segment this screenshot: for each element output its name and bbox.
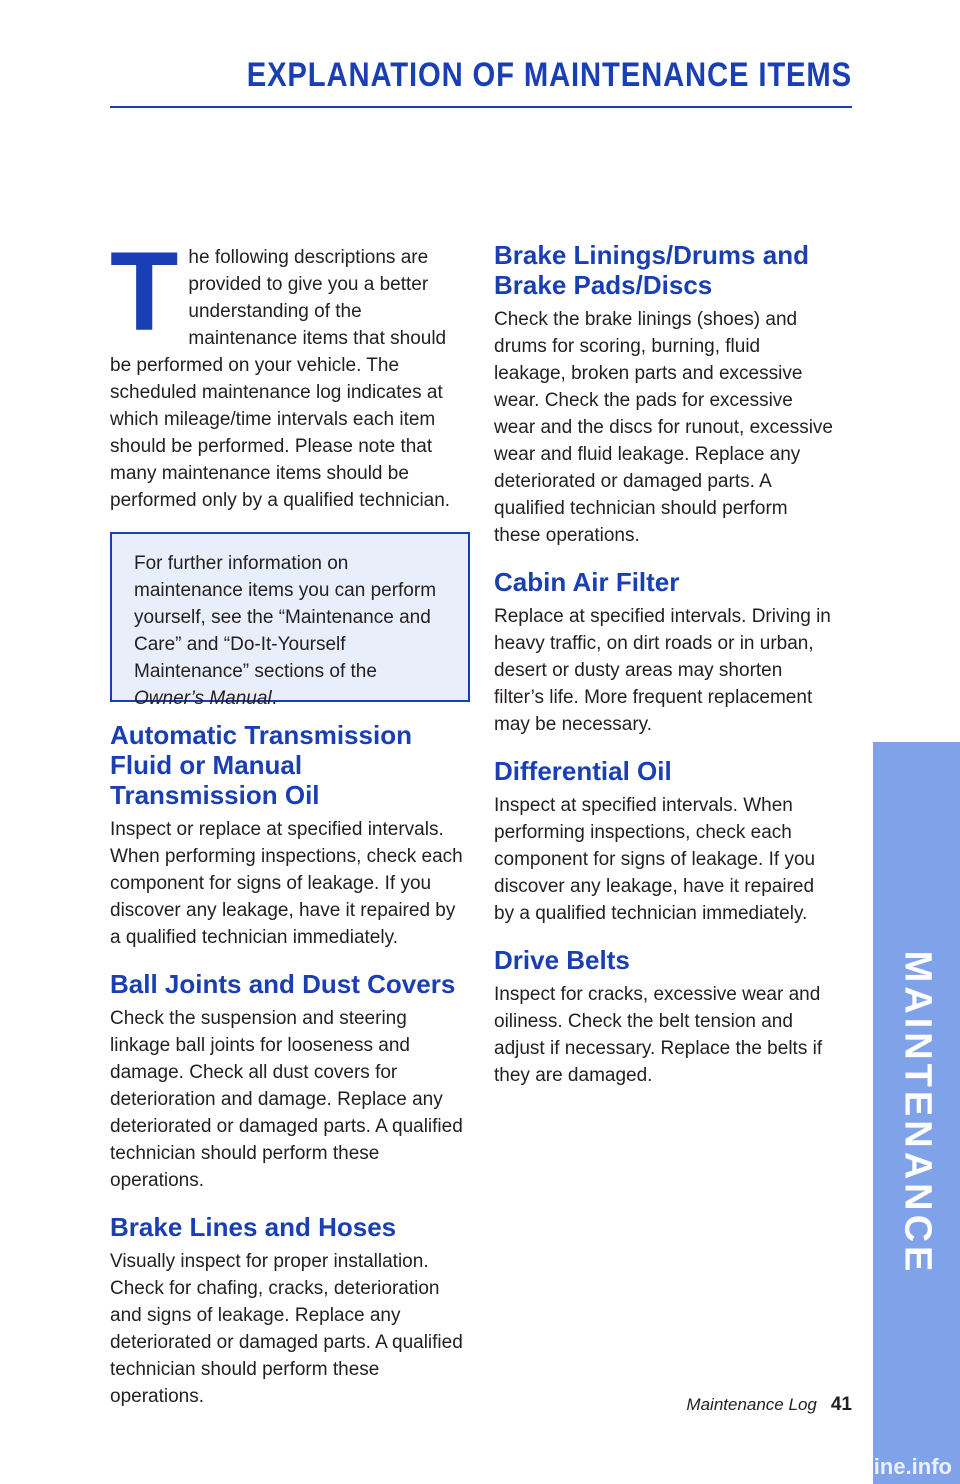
section-body: Inspect for cracks, excessive wear and oiliness. Check the belt tension and adjust if necessary. Replace the belts if they are damaged. (494, 984, 823, 1086)
intro-paragraph (110, 229, 470, 514)
intro-text: he following descriptions are provided to give you a better understanding of the maintenance items that should be performed on your vehicle. The scheduled maintenance log indicates at which mileage/time intervals each item should be performed. Please note that many maintenance items should be performed only by a qualified technician. (110, 247, 451, 511)
right-column (494, 240, 834, 1089)
section-body: Inspect or replace at specified intervals. When performing inspections, check each component for signs of leakage. If you discover any leakage, have it repaired by a qualified technician immediately. (110, 819, 463, 948)
page-footer (640, 1394, 852, 1416)
section-heading: Automatic Transmission Fluid or Manual Transmission Oil (110, 720, 412, 810)
section-heading: Drive Belts (494, 945, 630, 975)
drop-cap: T (110, 229, 179, 354)
side-tab (873, 742, 960, 1484)
section-heading: Brake Lines and Hoses (110, 1212, 397, 1242)
note-emphasis: Owner’s Manual (134, 688, 272, 709)
page-number: 41 (830, 1394, 852, 1415)
section-body: Check the suspension and steering linkage ball joints for looseness and damage. Check all dust covers for deterioration and damage. Replace any deteriorated or damaged parts. A qualified technician should perform these operations. (110, 1008, 463, 1191)
left-column (110, 229, 470, 1410)
section-body: Inspect at specified intervals. When performing inspections, check each component for signs of leakage. If you discover any leakage, have it repaired by a qualified technician immediately. (494, 795, 816, 924)
header-rule (110, 106, 852, 108)
watermark: carmanualsonline.info (718, 1454, 952, 1479)
section-heading: Ball Joints and Dust Covers (110, 969, 456, 999)
section-heading: Cabin Air Filter (494, 567, 680, 597)
section-heading: Brake Linings/Drums and Brake Pads/Discs (494, 240, 809, 300)
page-title: EXPLANATION OF MAINTENANCE ITEMS (246, 56, 852, 94)
footer-title: Maintenance Log (686, 1395, 817, 1414)
side-tab-label: MAINTENANCE (896, 950, 938, 1276)
section-body: Replace at specified intervals. Driving in heavy traffic, on dirt roads or in urban, desert or dusty areas may shorten filter’s life. More frequent replacement may be necessary. (494, 606, 831, 735)
section-heading: Differential Oil (494, 756, 672, 786)
section-body: Check the brake linings (shoes) and drums for scoring, burning, fluid leakage, broken parts and excessive wear. Check the pads for excessive wear and the discs for runout, excessive wear and fluid leakage. Replace any deteriorated or damaged parts. A qualified technician should perform these operations. (494, 309, 834, 546)
note-text-after: . (271, 688, 277, 709)
note-box (110, 532, 470, 709)
section-body: Visually inspect for proper installation. Check for chafing, cracks, deterioration and signs of leakage. Replace any deteriorated or damaged parts. A qualified technician should perform these operations. (110, 1251, 463, 1407)
note-text-before: For further information on maintenance items you can perform yourself, see the “Maintenance and Care” and “Do-It-Yourself Maintenance” sections of the (134, 553, 437, 682)
